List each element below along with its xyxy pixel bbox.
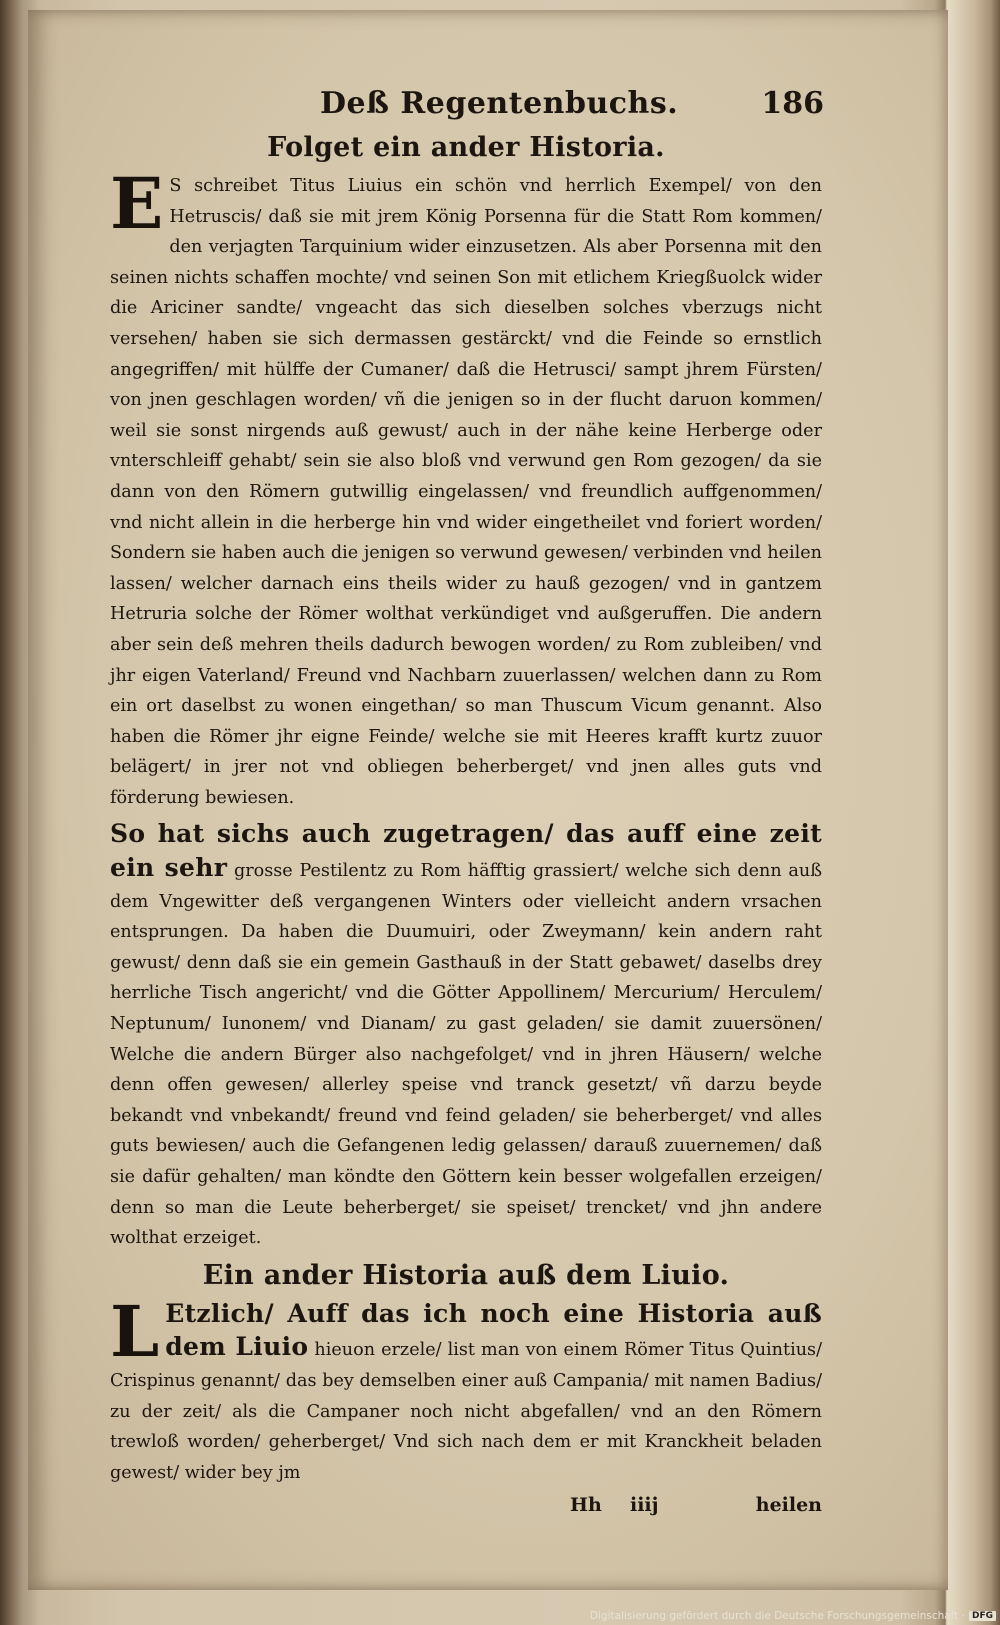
page-footer [110,1494,822,1524]
credit-text: Digitalisierung gefördert durch die Deutsche Forschungsgemeinschaft · [589,1610,965,1622]
dropcap-l: L [110,1289,160,1373]
book-page [28,10,948,1590]
folio-number: 186 [761,86,824,121]
running-title: Deß Regentenbuchs. [320,86,679,121]
paragraph-3 [110,1289,822,1489]
section-heading-1: Folget ein ander Historia. [267,132,665,163]
catchword: heilen [755,1494,822,1517]
paragraph-1 [110,162,822,813]
paragraph-3-lead: Etzlich/ Auff das ich noch eine Historia auß dem Liuio [165,1298,822,1362]
signature-number: iiij [630,1494,659,1517]
digitization-credit [590,1610,996,1622]
paragraph-3-text: hieuon erzele/ list man von einem Römer Titus Quintius/ Crispinus genannt/ das bey demselben einer auß Campania/ mit namen Badius/ zu der zeit/ als die Campaner noch nicht abgefallen/ vnd an den Römern trewloß worden/ geherberget/ Vnd sich nach dem er mit Kranckheit beladen gewest/ wider bey jm [110,1340,822,1483]
paragraph-2 [110,819,822,1253]
signature-mark: Hh [570,1494,602,1517]
section-heading-3: Ein ander Historia auß dem Liuio. [202,1259,730,1291]
dropcap-e: E [110,162,164,245]
text-block [110,86,822,1524]
running-head [110,86,822,132]
paragraph-2-lead: So hat sichs auch zugetragen/ das auff eine zeit ein sehr [110,819,822,883]
dfg-logo: DFG [969,1611,996,1621]
paragraph-1-text: S schreibet Titus Liuius ein schön vnd herrlich Exempel/ von den Hetruscis/ daß sie mit jrem König Porsenna für die Statt Rom kommen/ den verjagten Tarquinium wider einzusetzen. Als aber Porsenna mit den seinen nichts schaffen mochte/ vnd seinen Son mit etlichem Kriegßuolck wider die Ariciner sandte/ vngeacht das sich dieselben solches vberzugs nicht versehen/ haben sie sich dermassen gestärckt/ vnd die Feinde so ernstlich angegriffen/ mit hülffe der Cumaner/ daß die Hetrusci/ sampt jhrem Fürsten/ von jnen geschlagen worden/ vñ die jenigen so in der flucht daruon kommen/ weil sie sonst nirgends auß gewust/ auch in der nähe keine Herberge oder vnterschleiff gehabt/ sein sie also bloß vnd verwund gen Rom gezogen/ da sie dann von den Römern gutwillig eingelassen/ vnd freundlich auffgenommen/ vnd nicht allein in die herberge hin vnd wider eingetheilet vnd foriert worden/ Sondern sie haben auch die jenigen so verwund gewesen/ verbinden vnd heilen lassen/ welcher darnach eins theils wider zu hauß gezogen/ vnd in gantzem Hetruria solche der Römer wolthat verkündiget vnd außgeruffen. Die andern aber sein deß mehren theils dadurch bewogen worden/ zu Rom zubleiben/ vnd jhr eigen Vaterland/ Freund vnd Nachbarn zuuerlassen/ welchen dann zu Rom ein ort daselbst zu wonen eingethan/ so man Thuscum Vicum genannt. Also haben die Römer jhr eigne Feinde/ welche sie mit Heeres krafft kurtz zuuor belägert/ in jrer not vnd obliegen beherberget/ vnd jnen alles guts vnd förderung bewiesen. [110,176,822,808]
paragraph-2-text: grosse Pestilentz zu Rom häfftig grassiert/ welche sich denn auß dem Vngewitter deß vergangenen Winters oder vielleicht andern vrsachen entsprungen. Da haben die Duumuiri, oder Zweymann/ kein andern raht gewust/ denn daß sie ein gemein Gasthauß in der Statt gebawet/ daselbs drey herrliche Tisch angericht/ vnd die Götter Appollinem/ Mercurium/ Herculem/ Neptunum/ Iunonem/ vnd Dianam/ zu gast geladen/ sie damit zuuersönen/ Welche die andern Bürger also nachgefolget/ vnd in jhren Häusern/ welche denn offen gewesen/ allerley speise vnd tranck gesetzt/ vñ darzu beyde bekandt vnd vnbekandt/ freund vnd feind geladen/ sie beherberget/ vnd alles guts bewiesen/ auch die Gefangenen ledig gelassen/ darauß zuuernemen/ daß sie dafür gehalten/ man köndte den Göttern kein besser wolgefallen erzeigen/ denn so man die Leute beherberget/ sie speiset/ trencket/ vnd jhn andere wolthat erzeiget. [110,861,823,1249]
